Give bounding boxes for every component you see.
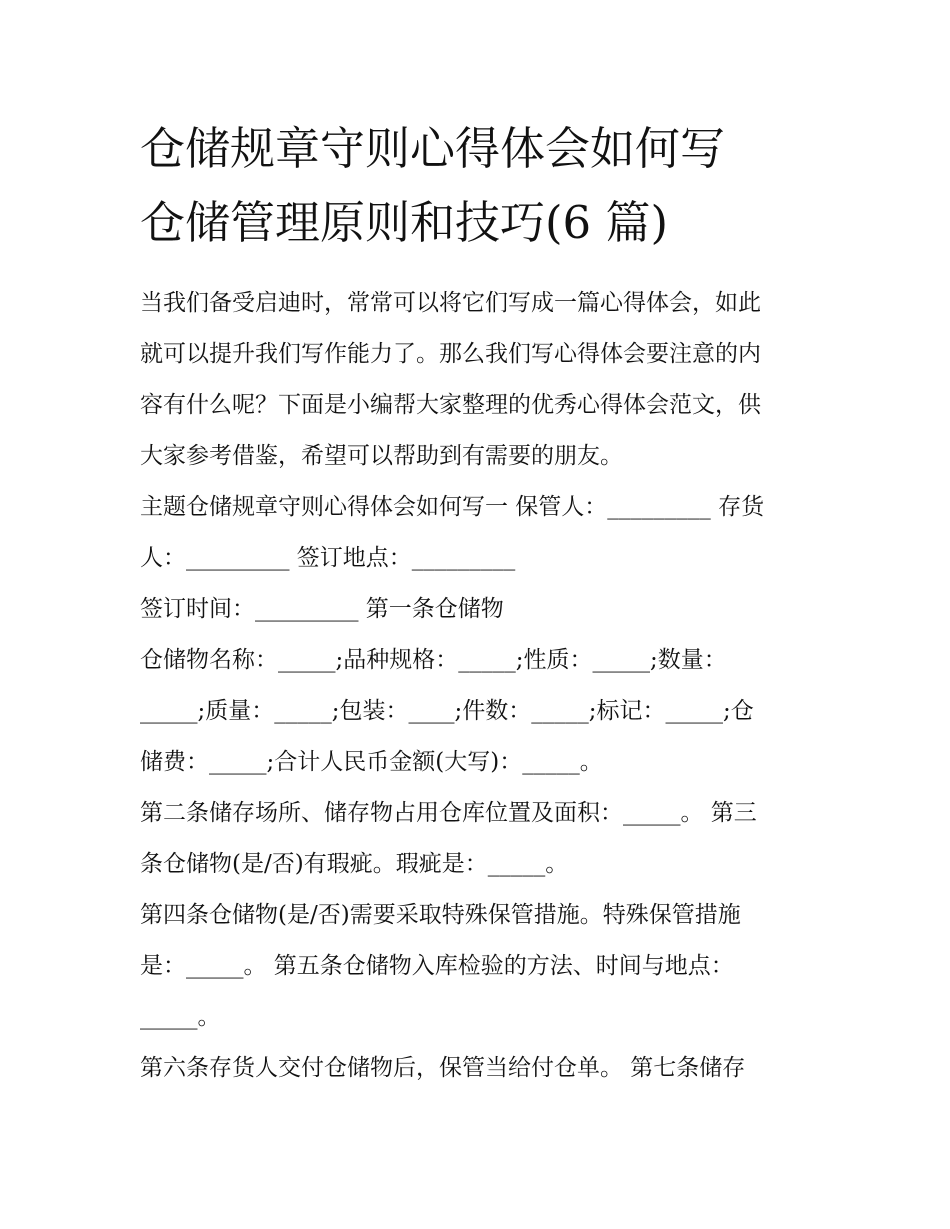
text-line: _____;质量：_____;包装：____;件数：_____;标记：_____;仓 <box>140 698 754 724</box>
text-line: 容有什么呢？下面是小编帮大家整理的优秀心得体会范文，供 <box>140 392 761 418</box>
text-line: 大家参考借鉴，希望可以帮助到有需要的朋友。 <box>140 443 623 469</box>
text-line: 储费：_____;合计人民币金额(大写)：_____。 <box>140 749 603 775</box>
paragraph-parties <box>140 482 812 584</box>
paragraph-article-4-5 <box>140 890 812 1043</box>
paragraph-intro <box>140 278 812 482</box>
text-line: 第二条储存场所、储存物占用仓库位置及面积：_____。 第三 <box>140 800 757 826</box>
title-line-2: 仓储管理原则和技巧(6 篇) <box>140 196 669 249</box>
text-line: 第四条仓储物(是/否)需要采取特殊保管措施。特殊保管措施 <box>140 902 741 928</box>
text-line: 主题仓储规章守则心得体会如何写一 保管人：_________ 存货 <box>140 494 765 520</box>
paragraph-sign-time <box>140 584 812 635</box>
paragraph-goods <box>140 635 812 788</box>
text-line: 是：_____。 第五条仓储物入库检验的方法、时间与地点： <box>140 953 734 979</box>
text-line: 第六条存货人交付仓储物后，保管当给付仓单。 第七条储存 <box>140 1055 746 1081</box>
text-line: 签订时间：_________ 第一条仓储物 <box>140 596 504 622</box>
text-line: 条仓储物(是/否)有瑕疵。瑕疵是：_____。 <box>140 851 569 877</box>
title-line-1: 仓储规章守则心得体会如何写 <box>140 122 726 175</box>
text-line: 人：_________ 签订地点：_________ <box>140 545 516 571</box>
document-title <box>140 112 812 260</box>
paragraph-article-6-7 <box>140 1043 812 1094</box>
document-page <box>140 112 812 1094</box>
text-line: 当我们备受启迪时，常常可以将它们写成一篇心得体会，如此 <box>140 290 761 316</box>
document-body <box>140 278 812 1094</box>
text-line: 仓储物名称：_____;品种规格：_____;性质：_____;数量： <box>140 647 727 673</box>
text-line: 就可以提升我们写作能力了。那么我们写心得体会要注意的内 <box>140 341 761 367</box>
paragraph-article-2-3 <box>140 788 812 890</box>
text-line: _____。 <box>140 1004 221 1030</box>
